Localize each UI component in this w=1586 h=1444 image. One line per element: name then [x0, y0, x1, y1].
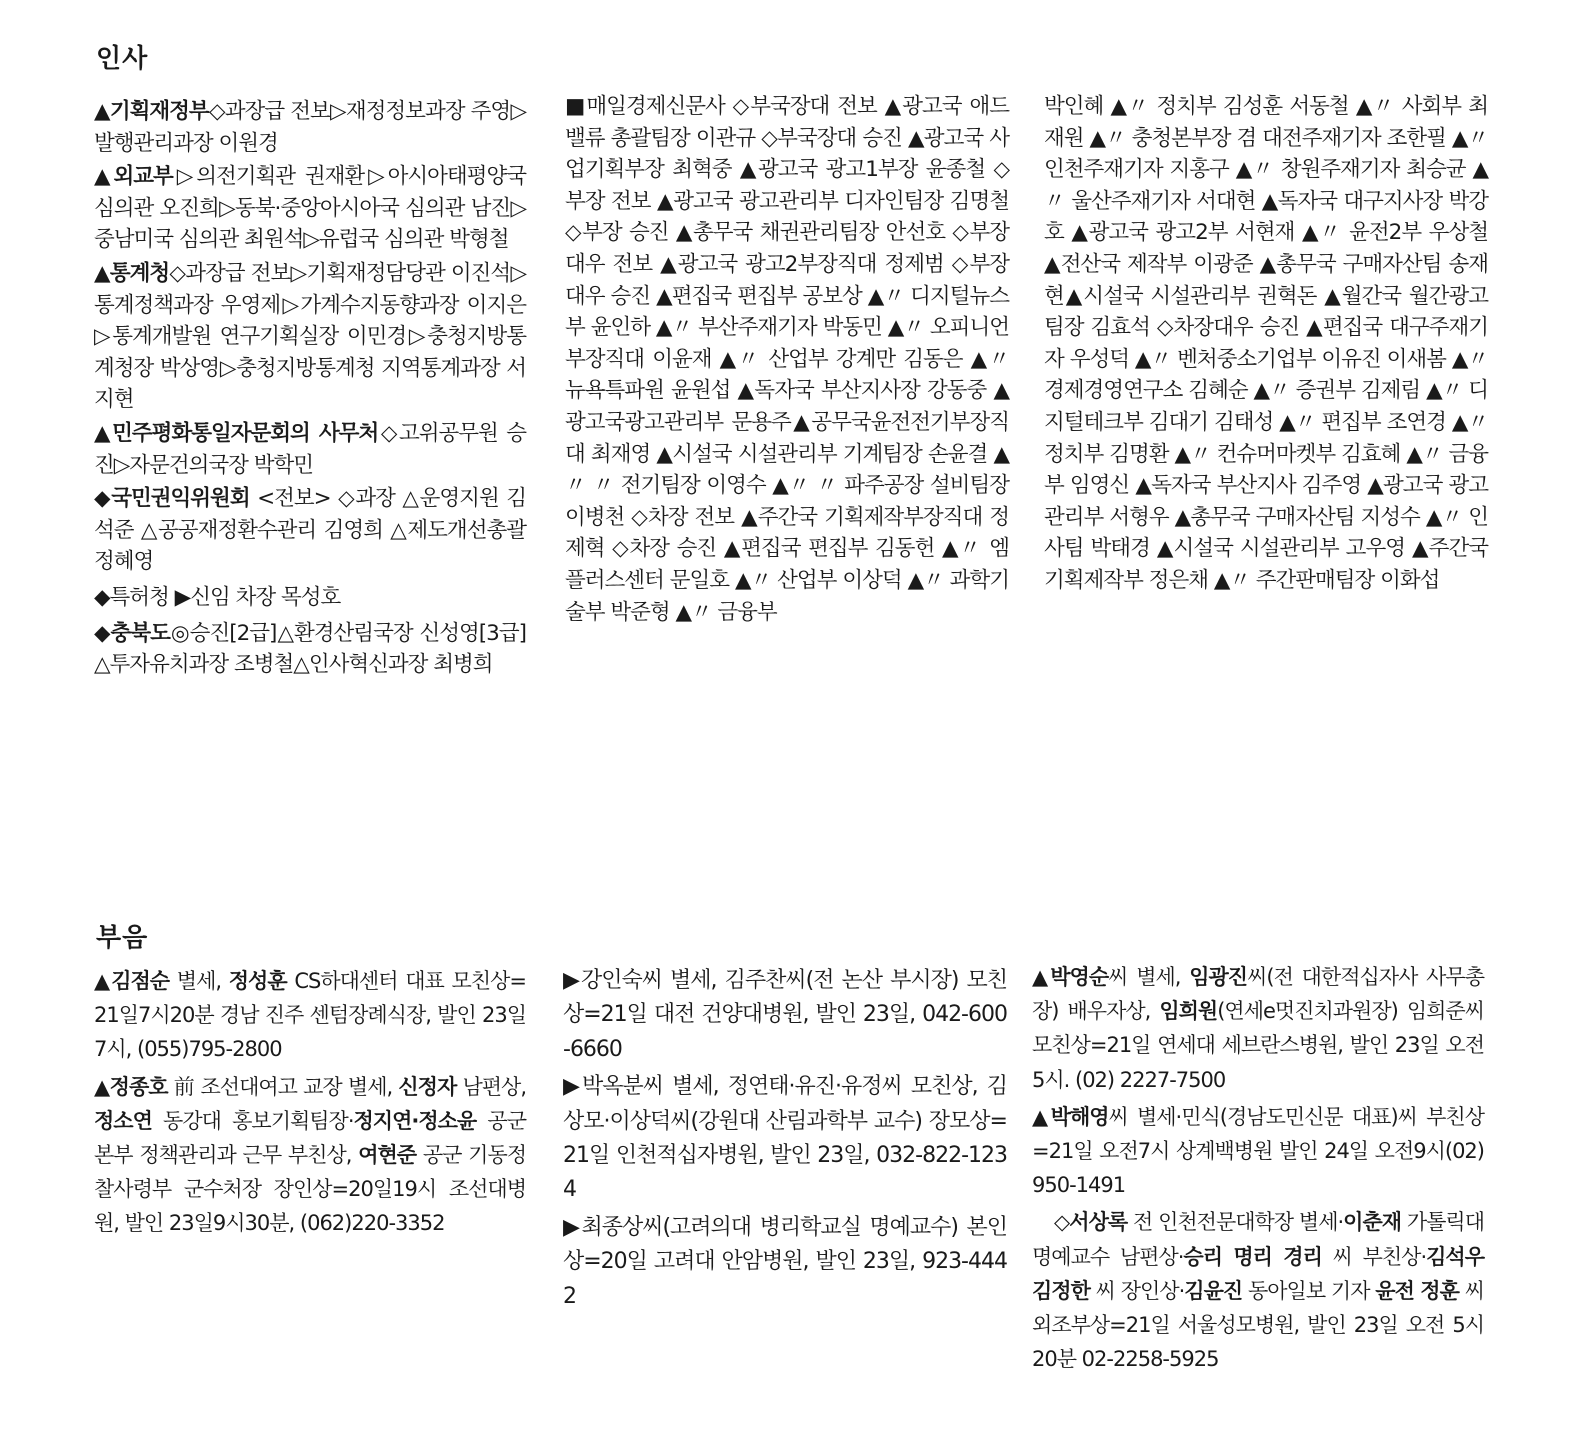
obituary-entry: ▶최종상씨(고려의대 병리학교실 명예교수) 본인상=20일 고려대 안암병원, 발인 23일, 923-4442: [563, 1214, 1007, 1309]
obituary-entry: ▲정종호 前 조선대여고 교장 별세, 신정자 남편상, 정소연 동강대 홍보기획팀장·정지연·정소윤 공군본부 정책관리과 근무 부친상, 여현준 공군 기동정찰사령부 군수처장 장인상=20일19시 조선대병원, 발인 23일9시30분, (062)220-3352: [94, 1074, 527, 1236]
obituary-column-3: [1032, 960, 1484, 1379]
personnel-entry: ▲통계청◇과장급 전보▷기획재정담당관 이진석▷통계정책과장 우영제▷가계수지동향과장 이지은▷통계개발원 연구기획실장 이민경▷충청지방통계청장 박상영▷충청지방통계청 지역통계과장 서지현: [94, 260, 526, 413]
obituary-column-1: [94, 964, 526, 1244]
personnel-column-1: [94, 96, 526, 683]
personnel-entry: ▲민주평화통일자문회의 사무처◇고위공무원 승진▷자문건의국장 박학민: [94, 420, 526, 478]
personnel-entry-maekyung-continued: 박인혜 ▲〃 정치부 김성훈 서동철 ▲〃 사회부 최재원 ▲〃 충청본부장 겸 대전주재기자 조한필 ▲〃 인천주재기자 지홍구 ▲〃 창원주재기자 최승균 ▲〃 울산주재기자 서대현 ▲독자국 대구지사장 박강호 ▲광고국 광고2부 서현재 ▲〃 윤전2부 우상철 ▲전산국 제작부 이광준 ▲총무국 구매자산팀 송재현▲시설국 시설관리부 권혁돈 ▲월간국 월간광고팀장 김효석 ◇차장대우 승진 ▲편집국 대구주재기자 우성덕 ▲〃 벤처중소기업부 이유진 이새봄 ▲〃 경제경영연구소 김혜순 ▲〃 증권부 김제림 ▲〃 디지털테크부 김대기 김태성 ▲〃 편집부 조연경 ▲〃 정치부 김명환 ▲〃 컨슈머마켓부 김효혜 ▲〃 금융부 임영신 ▲독자국 부산지사 김주영 ▲광고국 광고관리부 서형우 ▲총무국 구매자산팀 지성수 ▲〃 인사팀 박태경 ▲시설국 시설관리부 고우영 ▲주간국 기획제작부 정은채 ▲〃 주간판매팀장 이화섭: [1044, 94, 1488, 593]
personnel-entry: ◆국민권익위원회 <전보> ◇과장 △운영지원 김석준 △공공재정환수관리 김영희 △제도개선총괄 정혜영: [94, 486, 526, 575]
obituary-column-2: [563, 964, 1007, 1317]
personnel-entry: ▲기획재정부◇과장급 전보▷재정정보과장 주영▷발행관리과장 이원경: [94, 99, 526, 156]
personnel-entry: ◆충북도◎승진[2급]△환경산림국장 신성영[3급]△투자유치과장 조병철△인사혁신과장 최병희: [94, 620, 527, 678]
personnel-entry: ▲외교부▷의전기획관 권재환▷아시아태평양국 심의관 오진희▷동북·중앙아시아국 심의관 남진▷중남미국 심의관 최원석▷유럽국 심의관 박형철: [94, 164, 526, 253]
section-title-obituaries: 부음: [96, 923, 149, 953]
obituary-entry: ▶강인숙씨 별세, 김주찬씨(전 논산 부시장) 모친상=21일 대전 건양대병원, 발인 23일, 042-600-6660: [563, 968, 1007, 1062]
obituary-entry: ▲김점순 별세, 정성훈 CS하대센터 대표 모친상=21일7시20분 경남 진주 센텀장례식장, 발인 23일7시, (055)795-2800: [94, 969, 526, 1062]
obituary-entry: ▶박옥분씨 별세, 정연태·유진·유정씨 모친상, 김상모·이상덕씨(강원대 산림과학부 교수) 장모상=21일 인천적십자병원, 발인 23일, 032-822-1234: [563, 1074, 1007, 1203]
personnel-entry: ◆특허청 ▶신임 차장 목성호: [94, 584, 341, 610]
personnel-entry-maekyung: ■매일경제신문사 ◇부국장대 전보 ▲광고국 애드밸류 총괄팀장 이관규 ◇부국장대 승진 ▲광고국 사업기획부장 최혁중 ▲광고국 광고1부장 윤종철 ◇부장 전보 ▲광고국 광고관리부 디자인팀장 김명철 ◇부장 승진 ▲총무국 채권관리팀장 안선호 ◇부장대우 전보 ▲광고국 광고2부장직대 정제범 ◇부장대우 승진 ▲편집국 편집부 공보상 ▲〃 디지털뉴스부 윤인하 ▲〃 부산주재기자 박동민 ▲〃 오피니언부장직대 이윤재 ▲〃 산업부 강계만 김동은 ▲〃 뉴욕특파원 윤원섭 ▲독자국 부산지사장 강동중 ▲광고국광고관리부 문용주▲공무국윤전전기부장직대 최재영 ▲시설국 시설관리부 기계팀장 손윤결 ▲〃 〃 전기팀장 이영수 ▲〃 〃 파주공장 설비팀장 이병천 ◇차장 전보 ▲주간국 기획제작부장직대 정제혁 ◇차장 승진 ▲편집국 편집부 김동헌 ▲〃 엠플러스센터 문일호 ▲〃 산업부 이상덕 ▲〃 과학기술부 박준형 ▲〃 금융부: [565, 94, 1009, 625]
obituary-entry: ▲박영순씨 별세, 임광진씨(전 대한적십자사 사무총장) 배우자상, 임희원(연세e멋진치과원장) 임희준씨 모친상=21일 연세대 세브란스병원, 발인 23일 오전 5시. (02) 2227-7500: [1032, 965, 1484, 1092]
obituary-entry: ▲박해영씨 별세·민식(경남도민신문 대표)씨 부친상=21일 오전7시 상계백병원 발인 24일 오전9시(02)950-1491: [1032, 1104, 1484, 1198]
obituary-entry: ◇서상록 전 인천전문대학장 별세·이춘재 가톨릭대 명예교수 남편상·승리 명리 경리 씨 부친상·김석우 김정한 씨 장인상·김윤진 동아일보 기자 윤전 정훈 씨 외조부상=21일 서울성모병원, 발인 23일 오전 5시 20분 02-2258-5925: [1032, 1210, 1484, 1372]
personnel-column-3: [1044, 91, 1488, 599]
personnel-column-2: [565, 91, 1009, 630]
section-title-personnel: 인사: [96, 44, 149, 74]
